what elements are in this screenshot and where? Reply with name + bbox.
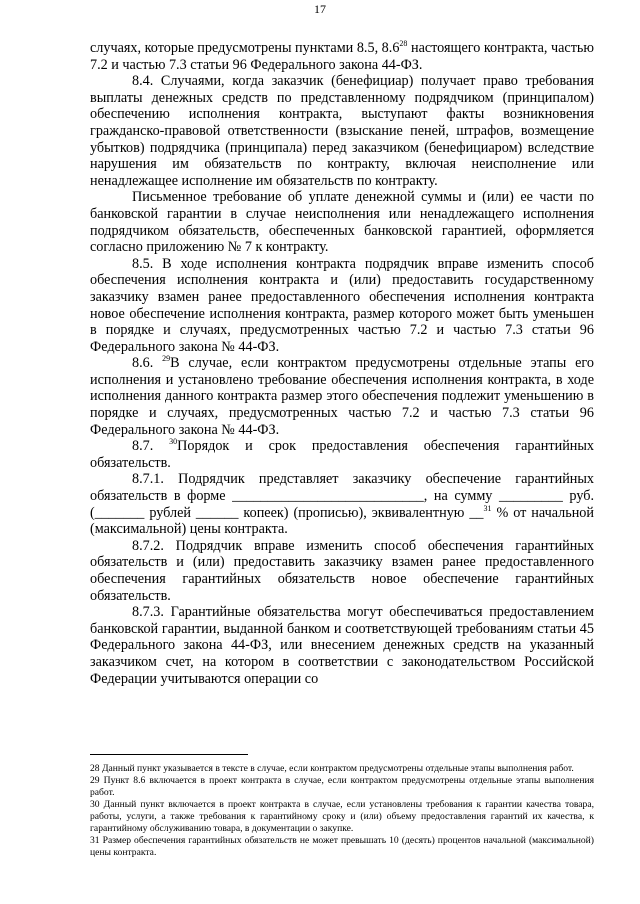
paragraph-text: 8.7.	[132, 438, 170, 455]
contract-paragraph	[90, 189, 594, 255]
footnotes	[90, 763, 594, 859]
contract-paragraph	[90, 438, 594, 471]
contract-paragraph	[90, 73, 594, 189]
footnote: 29 Пункт 8.6 включается в проект контракта в случае, если контрактом предусмотрены отдельные этапы выполнения работ.	[90, 775, 594, 798]
contract-paragraph	[90, 40, 594, 73]
paragraph-text: 8.6.	[132, 355, 163, 372]
contract-paragraph	[90, 256, 594, 356]
page-number: 17	[314, 2, 326, 16]
paragraph-text: 8.7.1. Подрядчик представляет заказчику обеспечение гарантийных обязательств в форме ___________________________, на сумму _________ руб. (_______ рублей ______ копеек) (прописью), эквивалентную __	[90, 471, 594, 521]
paragraph-text: Письменное требование об уплате денежной суммы и (или) ее части по банковской гарантии в случае неисполнения или ненадлежащего исполнения подрядчиком обязательств, обеспеченных банковской гарантией, оформляется согласно приложению № 7 к контракту.	[90, 189, 594, 256]
contract-paragraph	[90, 355, 594, 438]
footnote-reference: 31	[483, 503, 492, 513]
paragraph-text: Порядок и срок предоставления обеспечения гарантийных обязательств.	[90, 438, 595, 471]
paragraph-text: 8.5. В ходе исполнения контракта подрядчик вправе изменить способ обеспечения исполнения контракта и (или) предоставить государственному заказчику взамен ранее предоставленного обеспечения исполнения контракта новое обеспечение исполнения контракта, размер которого может быть уменьшен в порядке и случаях, предусмотренных частью 7.2 и частью 7.3 статьи 96 Федерального закона № 44-ФЗ.	[90, 255, 594, 355]
footnote-separator	[90, 754, 248, 755]
paragraph-text: % от начальной (максимальной) цены контракта.	[90, 504, 594, 538]
footnote-reference: 29	[162, 354, 171, 364]
footnote: 30 Данный пункт включается в проект контракта в случае, если установлены требования к гарантии качества товара, работы, услуги, а также требования к гарантийному сроку и (или) объему предоставления гарантий их качества, к гарантийному обслуживанию товара, в документации о закупке.	[90, 799, 594, 834]
footnote: 31 Размер обеспечения гарантийных обязательств не может превышать 10 (десять) процентов начальной (максимальной) цены контракта.	[90, 835, 594, 858]
paragraph-text: настоящего контракта, частью 7.2 и частью 7.3 статьи 96 Федерального закона 44-ФЗ.	[90, 40, 594, 73]
contract-paragraph	[90, 471, 594, 537]
paragraph-text: В случае, если контрактом предусмотрены отдельные этапы его исполнения и установлено требование обеспечения исполнения контракта, в ходе исполнения данного контракта размер этого обеспечения подлежит уменьшению в порядке и случаях, предусмотренных частью 7.2 и частью 7.3 статьи 96 Федерального закона № 44-ФЗ.	[90, 355, 594, 438]
footnote: 28 Данный пункт указывается в тексте в случае, если контрактом предусмотрены отдельные этапы выполнения работ.	[90, 763, 574, 774]
paragraph-text: случаях, которые предусмотрены пунктами 8.5, 8.6	[90, 40, 400, 56]
paragraph-text: 8.7.3. Гарантийные обязательства могут обеспечиваться предоставлением банковской гарантии, выданной банком и соответствующей требованиям статьи 45 Федерального закона 44-ФЗ, или внесением денежных средств на указанный заказчиком счет, на котором в соответствии с законодательством Российской Федерации учитываются операции со	[90, 604, 594, 687]
contract-paragraph	[90, 604, 594, 687]
contract-body-text	[90, 40, 594, 687]
paragraph-text: 8.4. Случаями, когда заказчик (бенефициар) получает право требования выплаты денежных средств по представленному подрядчиком (принципалом) обеспечению исполнения контракта, выступают факты возникновения гражданско-правовой ответственности (взыскание пеней, штрафов, возмещение убытков) подрядчика (принципала) перед заказчиком (бенефициаром) вследствие нарушения им обязательств по контракту, включая неисполнение или ненадлежащее исполнение им обязательств по контракту.	[90, 73, 594, 189]
footnote-reference: 30	[169, 437, 178, 447]
paragraph-text: 8.7.2. Подрядчик вправе изменить способ обеспечения гарантийных обязательств и (или) предоставить заказчику взамен ранее предоставленного обеспечения гарантийных обязательств новое обеспечение гарантийных обязательств.	[90, 537, 594, 604]
contract-paragraph	[90, 538, 594, 604]
footnote-reference: 28	[399, 39, 408, 48]
